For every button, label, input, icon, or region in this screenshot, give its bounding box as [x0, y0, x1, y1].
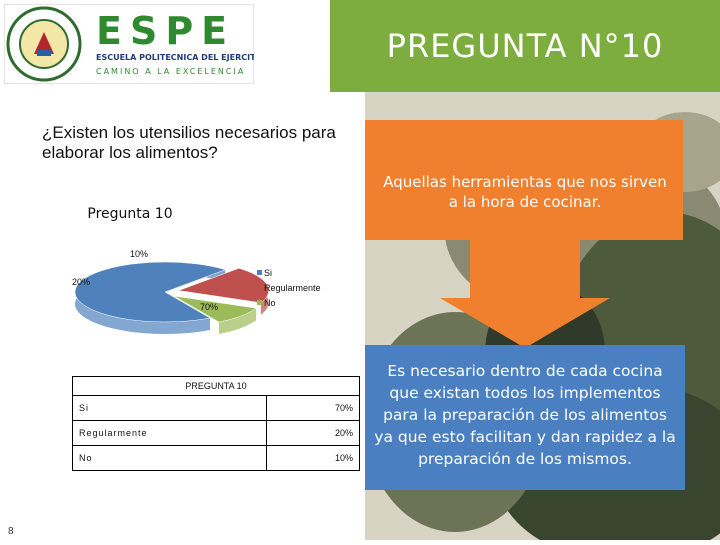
- pie-data-label: 70%: [200, 302, 219, 312]
- pie-chart: [50, 240, 350, 355]
- table-cell-value: 10%: [267, 446, 360, 471]
- table-row: [73, 421, 360, 446]
- definition-text: Aquellas herramientas que nos sirven a la hora de cocinar.: [383, 173, 667, 211]
- svg-text:ESPE: ESPE: [96, 9, 236, 53]
- results-table: [72, 376, 360, 471]
- table-title: PREGUNTA 10: [73, 377, 360, 396]
- chart-title: Pregunta 10: [87, 206, 173, 222]
- legend-swatch: [257, 285, 262, 290]
- svg-text:CAMINO A LA EXCELENCIA: CAMINO A LA EXCELENCIA: [96, 67, 246, 76]
- espe-logo: [4, 4, 254, 84]
- question-text: ¿Existen los utensilios necesarios para elaborar los alimentos?: [42, 123, 336, 162]
- legend-label: Si: [264, 268, 273, 278]
- table-row: [73, 396, 360, 421]
- legend-label: No: [264, 298, 276, 308]
- table-cell-label: Regularmente: [73, 421, 267, 446]
- pie-data-label: 20%: [72, 277, 91, 287]
- svg-text:ESCUELA POLITECNICA DEL EJERCI: ESCUELA POLITECNICA DEL EJERCITO: [96, 53, 254, 62]
- table-cell-label: No: [73, 446, 267, 471]
- table-row: [73, 446, 360, 471]
- pie-data-label: 10%: [130, 249, 149, 259]
- legend-swatch: [257, 270, 262, 275]
- callout-arrow-stem: [470, 240, 580, 300]
- page-number: 8: [8, 526, 14, 537]
- table-cell-value: 70%: [267, 396, 360, 421]
- legend-swatch: [257, 300, 262, 305]
- table-cell-value: 20%: [267, 421, 360, 446]
- table-cell-label: Si: [73, 396, 267, 421]
- legend-label: Regularmente: [264, 283, 321, 293]
- page-title: PREGUNTA N°10: [330, 0, 720, 92]
- conclusion-text: Es necesario dentro de cada cocina que existan todos los implementos para la preparación de los alimentos ya que esto facilitan y dan rapidez a la preparación de los mismos.: [374, 362, 676, 468]
- down-arrow-icon: [440, 298, 610, 348]
